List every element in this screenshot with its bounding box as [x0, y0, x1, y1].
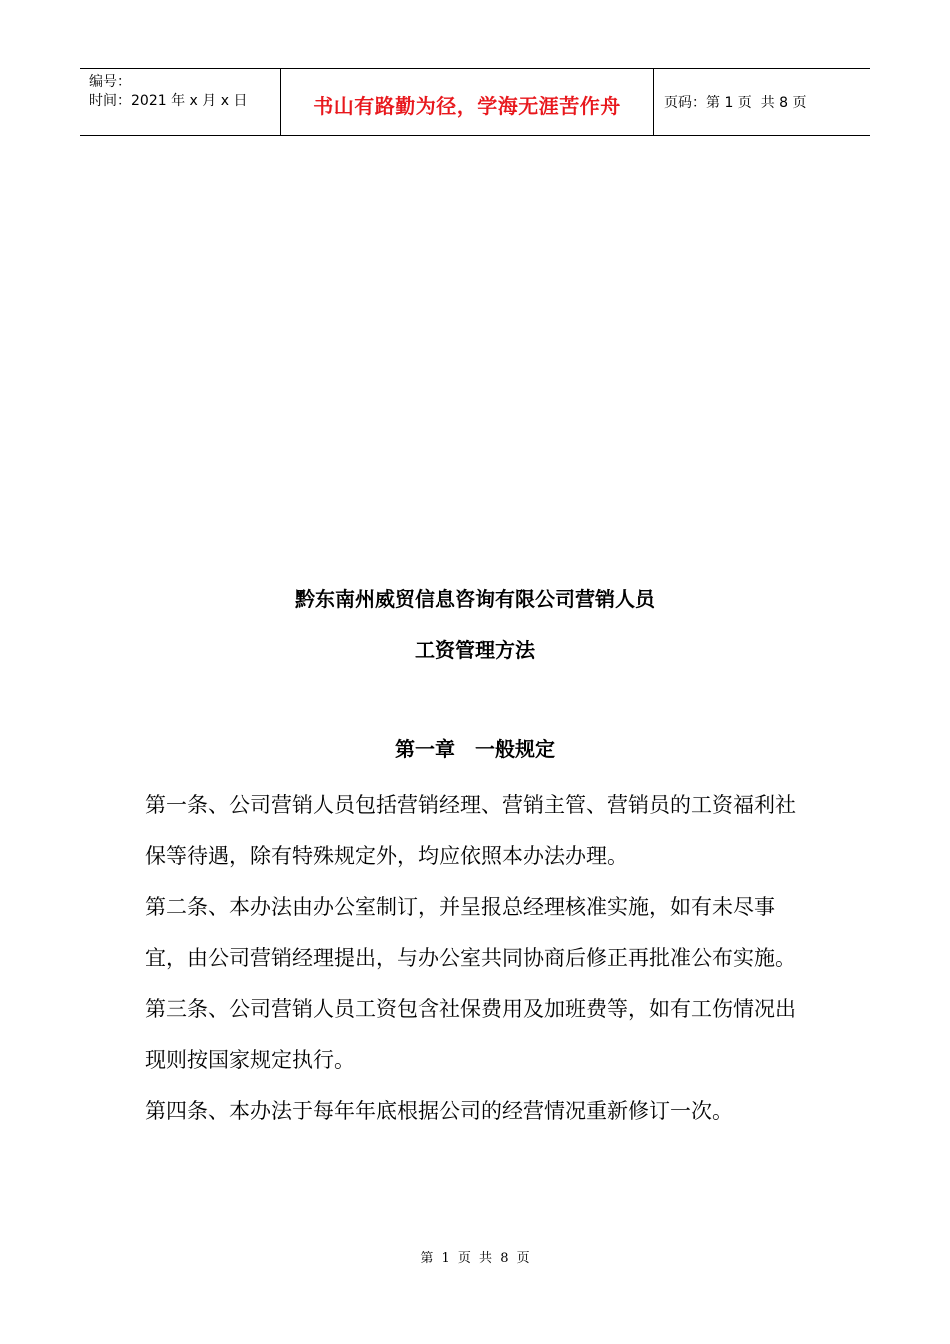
document-title-line2: 工资管理方法	[415, 638, 535, 662]
time-label: 时间：2021 年 x 月 x 日	[89, 93, 248, 109]
header-page-cell	[654, 69, 870, 135]
header-meta-cell	[80, 69, 281, 135]
paragraph-article-2: 第二条、本办法由办公室制订，并呈报总经理核准实施，如有未尽事宜，由公司营销经理提出，与办公室共同协商后修正再批准公布实施。	[145, 895, 796, 970]
paragraph-article-4: 第四条、本办法于每年年底根据公司的经营情况重新修订一次。	[145, 1099, 733, 1123]
number-label: 编号：	[89, 74, 131, 90]
document-title-line1: 黔东南州威贸信息咨询有限公司营销人员	[295, 587, 655, 611]
page-label: 页码：第 1 页 共 8 页	[664, 95, 807, 111]
header-motto-cell	[281, 69, 654, 135]
chapter-heading: 第一章 一般规定	[395, 737, 555, 761]
document-header	[80, 68, 870, 136]
paragraph-article-1: 第一条、公司营销人员包括营销经理、营销主管、营销员的工资福利社保等待遇，除有特殊规定外，均应依照本办法办理。	[145, 793, 796, 868]
paragraph-article-3: 第三条、公司营销人员工资包含社保费用及加班费等，如有工伤情况出现则按国家规定执行。	[145, 997, 796, 1072]
document-body	[145, 780, 805, 1137]
motto-text: 书山有路勤为径，学海无涯苦作舟	[313, 93, 621, 118]
page-footer: 第 1 页 共 8 页	[420, 1251, 530, 1266]
